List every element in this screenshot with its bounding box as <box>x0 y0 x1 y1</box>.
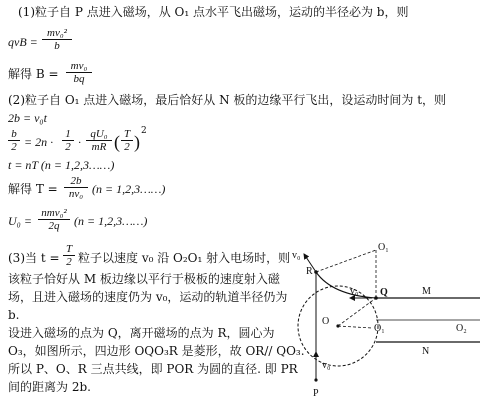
part3-line1-fraction <box>63 243 75 268</box>
part2-solve-T-label: 解得 T = <box>8 182 58 196</box>
part2-eq2-mid: = 2n · <box>24 135 54 149</box>
part2-solve-T-tail: (n = 1,2,3……) <box>92 182 166 196</box>
part2-eq3: t = nT (n = 1,2,3……) <box>8 158 115 172</box>
point-r <box>314 270 318 274</box>
fraction-numerator: nmv₀² <box>38 207 70 220</box>
part3-line1a: (3)当 t = <box>8 251 60 265</box>
part3-line4: b. <box>8 308 20 322</box>
part2-eq1: 2b = v₀t <box>8 111 47 125</box>
fraction-denominator: 2 <box>124 141 130 153</box>
part2-solve-T-fraction <box>64 175 88 200</box>
fraction-denominator: 2 <box>66 256 72 268</box>
fraction-denominator: 2 <box>65 141 71 153</box>
part2-eq2-half-fraction <box>62 128 74 153</box>
part1-solve-fraction <box>66 60 92 85</box>
trajectory-arc <box>316 272 376 298</box>
label-v0-mid: v₀ <box>350 286 359 297</box>
line-o-o3 <box>338 326 372 328</box>
fraction-numerator: mv₀ <box>66 60 92 73</box>
part2-solve-U-label: U₀ = <box>8 214 32 228</box>
label-p: P <box>313 388 319 399</box>
part3-line7: 所以 P、O、R 三点共线，即 POR 为圆的直径. 即 PR <box>8 362 298 376</box>
part3-line1b: 粒子以速度 v₀ 沿 O₂O₁ 射入电场时，则 <box>78 251 291 265</box>
magnetic-field-diagram <box>280 240 490 400</box>
part1-line1: (1)粒子自 P 点进入磁场，从 O₁ 点水平飞出磁场，运动的半径必为 b，则 <box>18 5 409 19</box>
point-o <box>336 324 339 327</box>
label-o: O <box>322 316 330 327</box>
part2-solve-U-tail: (n = 1,2,3……) <box>74 214 148 228</box>
fraction-numerator: T <box>121 128 133 141</box>
part3-line2: 该粒子恰好从 M 板边缘以平行于极板的速度射入磁 <box>8 272 280 286</box>
part2-line1: (2)粒子自 O₁ 点进入磁场，最后恰好从 N 板的边缘平行飞出，设运动时间为 t，则 <box>8 93 447 107</box>
label-o1: O₁ <box>374 323 385 334</box>
label-m: M <box>422 286 431 297</box>
fraction-denominator: 2 <box>11 141 17 153</box>
part3-line8: 间的距离为 2b. <box>8 380 91 394</box>
part1-solve-label: 解得 B = <box>8 67 59 81</box>
part1-eq1-lhs: qvB = <box>8 35 38 49</box>
label-r: R <box>306 266 313 277</box>
fraction-denominator: b <box>54 40 60 52</box>
part2-eq2-T-fraction <box>121 128 133 153</box>
left-paren: ( <box>114 132 120 152</box>
part1-eq1-fraction <box>42 27 72 52</box>
part3-line5: 设进入磁场的点为 Q，离开磁场的点为 R，圆心为 <box>8 326 275 340</box>
fraction-numerator: 2b <box>64 175 88 188</box>
part3-line3: 场，且进入磁场的速度仍为 v₀，运动的轨道半径仍为 <box>8 290 288 304</box>
label-o1-top: O₁ <box>378 242 389 253</box>
part3-line6: O₃，如图所示，四边形 OQO₃R 是菱形，故 OR// QO₃. <box>8 344 305 358</box>
point-q <box>374 296 378 300</box>
line-o-q <box>338 298 376 326</box>
fraction-numerator: T <box>63 243 75 256</box>
part2-solve-U-fraction <box>38 207 70 232</box>
part2-eq2-lhs-fraction <box>8 128 20 153</box>
fraction-denominator: 2q <box>48 220 60 232</box>
right-paren: ) <box>134 132 140 152</box>
label-v0-bottom: v₀ <box>322 360 331 371</box>
label-v0-top: v₀ <box>292 250 301 261</box>
fraction-numerator: mv₀² <box>42 27 72 40</box>
line-r-o1top <box>316 250 376 272</box>
fraction-numerator: b <box>8 128 20 141</box>
part2-eq2-dot: · <box>78 135 81 149</box>
fraction-denominator: nv₀ <box>68 188 84 200</box>
label-n: N <box>422 346 430 357</box>
label-o2: O₂ <box>456 323 467 334</box>
point-p <box>314 378 317 381</box>
fraction-numerator: 1 <box>62 128 74 141</box>
fraction-numerator: qU₀ <box>86 128 112 141</box>
fraction-denominator: mR <box>91 141 107 153</box>
part2-eq2-q-fraction <box>86 128 112 153</box>
fraction-denominator: bq <box>73 73 85 85</box>
label-q: Q <box>380 287 388 298</box>
part2-eq2-square: 2 <box>141 126 147 136</box>
